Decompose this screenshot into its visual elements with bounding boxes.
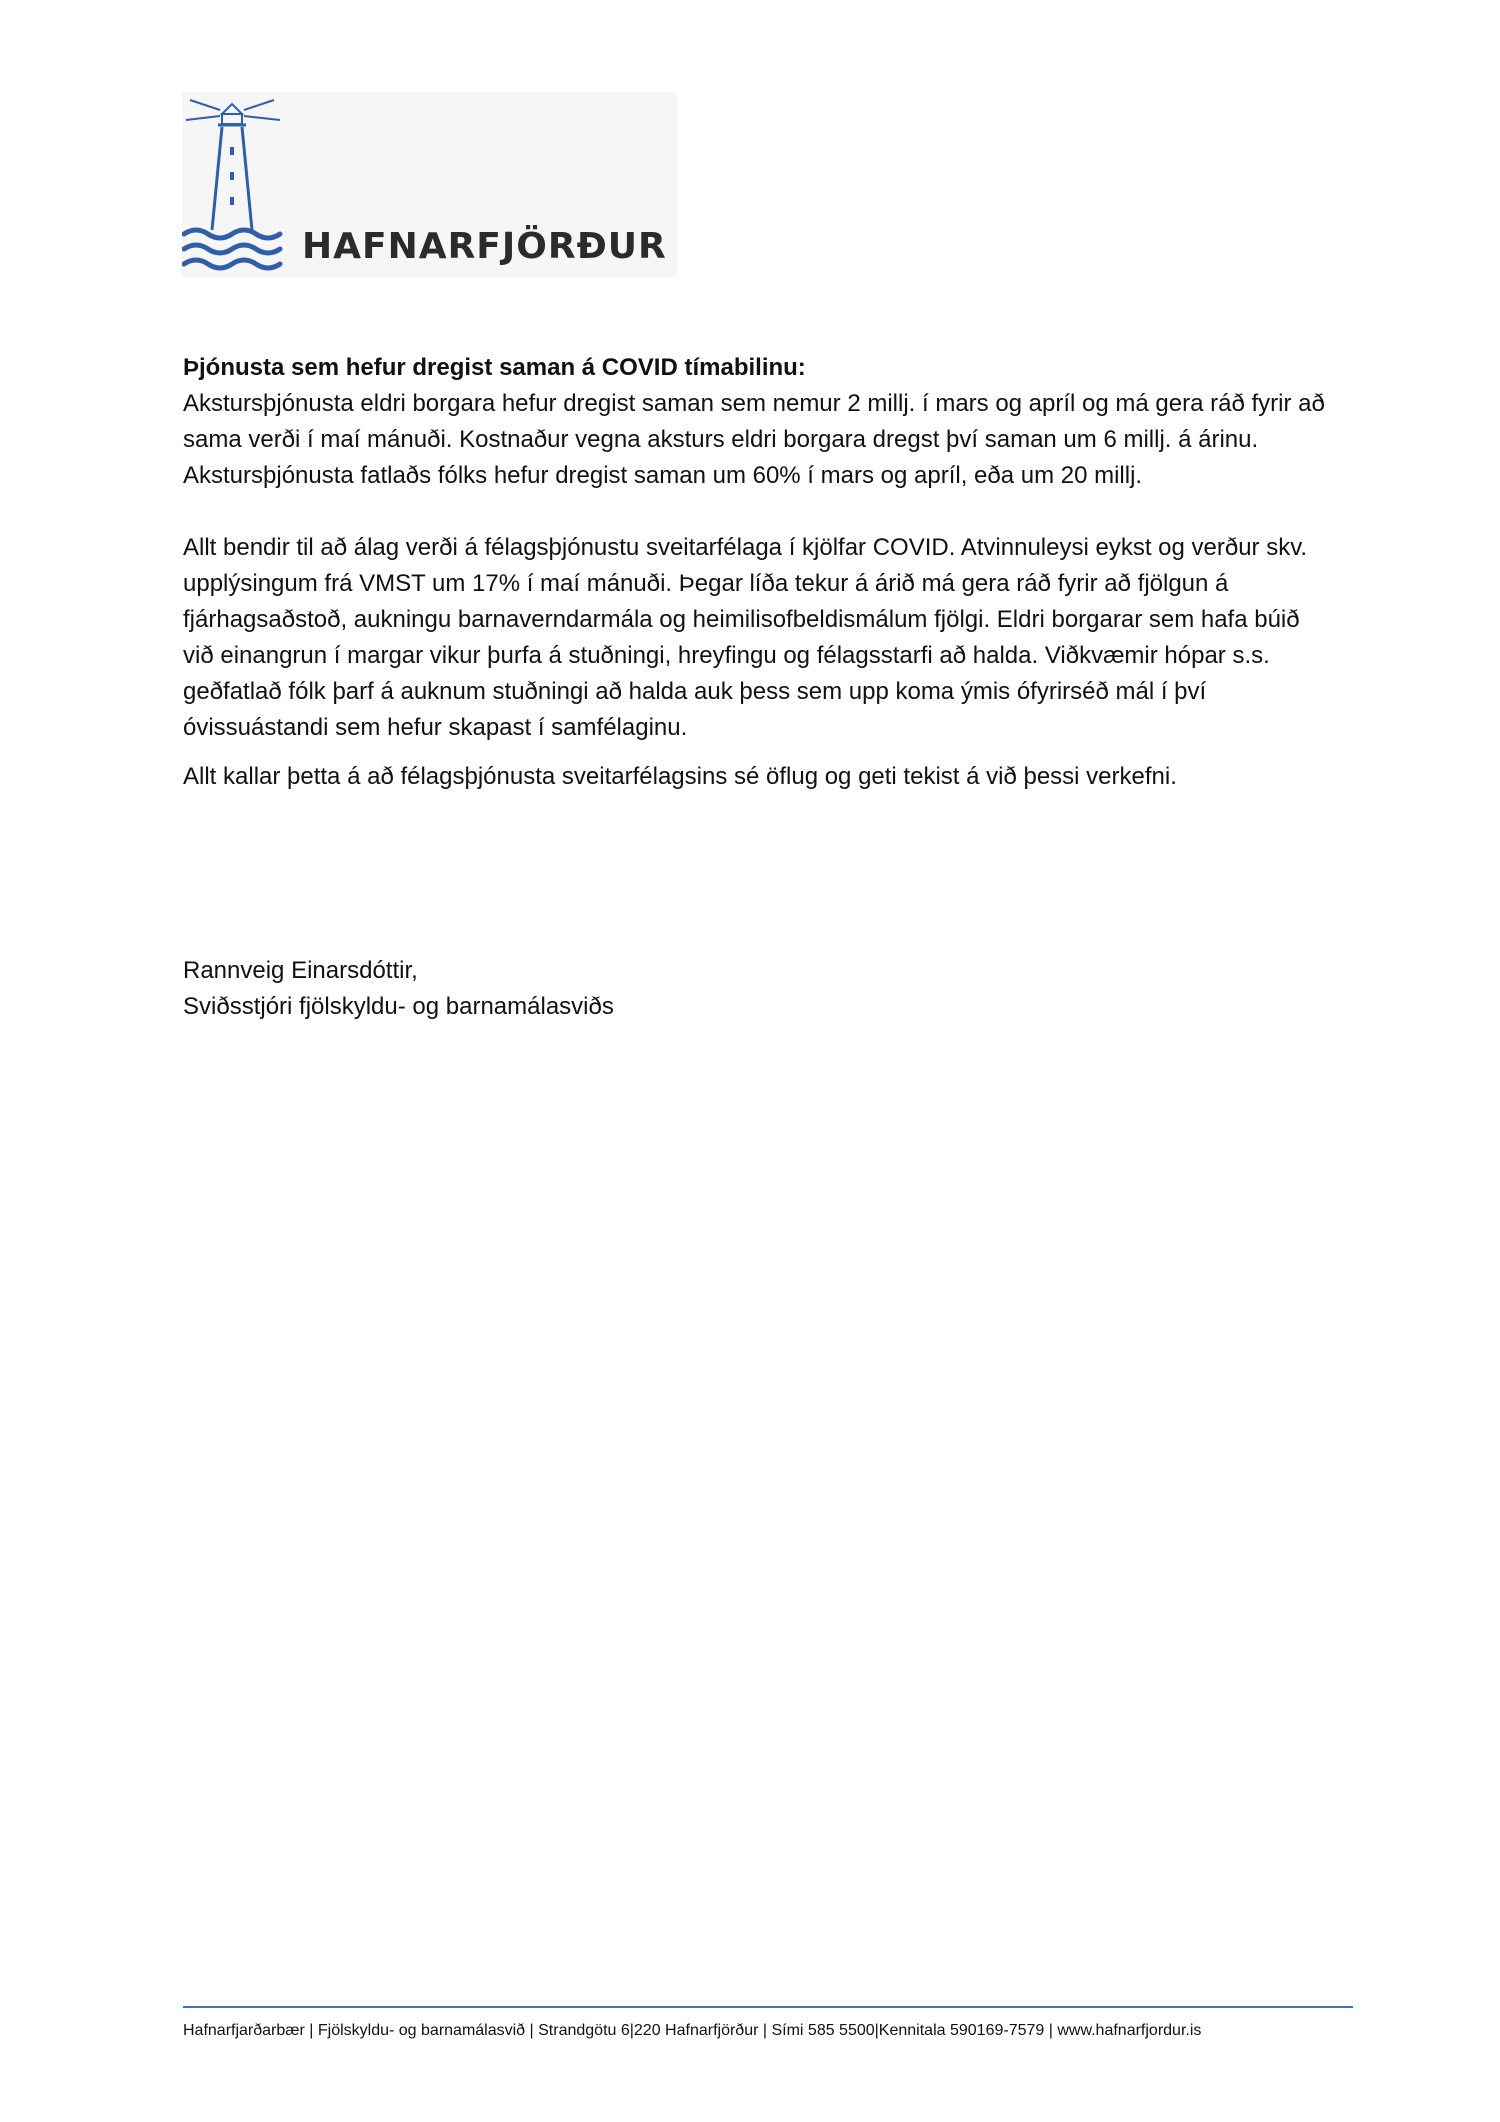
spacer [183,746,1333,759]
paragraph-social-services-load: Allt bendir til að álag verði á félagsþjónustu sveitarfélaga í kjölfar COVID. Atvinnuleysi eykst og verður skv. upplýsingum frá VMST um 17% í maí mánuði. Þegar líða tekur á árið má gera ráð fyrir að fjölgun á fjárhagsaðstoð, aukningu barnaverndarmála og heimilisofbeldismálum fjölgi. Eldri borgarar sem hafa búið við einangrun í margar vikur þurfa á stuðningi, hreyfingu og félagsstarfi að halda. Viðkvæmir hópar s.s. geðfatlað fólk þarf á auknum stuðningi að halda auk þess sem upp koma ýmis ófyrirséð mál í því óvissuástandi sem hefur skapast í samfélaginu. [183,534,1308,741]
paragraph-disabled-transport: Akstursþjónusta fatlaðs fólks hefur dregist saman um 60% í mars og apríl, eða um 20 millj. [183,462,1143,489]
hafnarfjordur-logo [182,92,677,277]
footer-text: Hafnarfjarðarbær | Fjölskyldu- og barnamálasvið | Strandgötu 6|220 Hafnarfjörður | Sími 585 5500|Kennitala 590169-7579 | www.hafnarfjordur.is [183,2022,1202,2039]
logo-wordmark: HAFNARFJÖRÐUR [302,226,667,267]
section-heading: Þjónusta sem hefur dregist saman á COVID tímabilinu: [183,354,806,381]
paragraph-conclusion: Allt kallar þetta á að félagsþjónusta sveitarfélagsins sé öflug og geti tekist á við þessi verkefni. [183,763,1177,790]
spacer [183,494,1333,530]
footer-divider [183,2006,1353,2008]
signature-name: Rannveig Einarsdóttir, [183,957,418,984]
signature-title: Sviðsstjóri fjölskyldu- og barnamálasviðs [183,993,614,1020]
paragraph-elderly-transport: Akstursþjónusta eldri borgara hefur dregist saman sem nemur 2 millj. í mars og apríl og má gera ráð fyrir að sama verði í maí mánuði. Kostnaður vegna aksturs eldri borgara dregst því saman um 6 millj. á árinu. [183,390,1325,453]
letter-body [183,350,1333,795]
signature-block [183,953,614,1025]
